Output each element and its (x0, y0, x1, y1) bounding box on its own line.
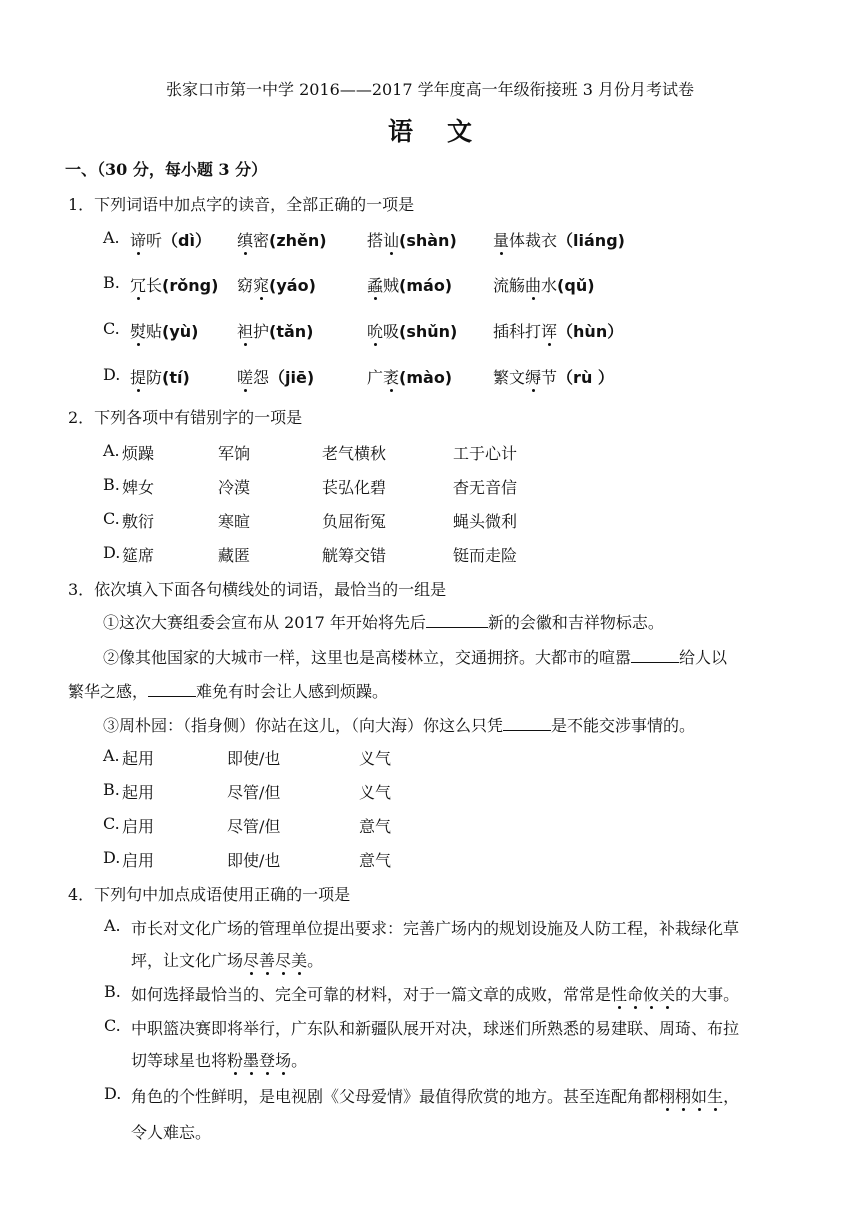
q1-word: 提防(tí) (130, 365, 190, 388)
q4-option-d-letter: D. (104, 1084, 122, 1103)
dotted-char: 生 (707, 1084, 723, 1107)
dotted-char: 袒 (237, 319, 253, 342)
dotted-char: 缛 (525, 365, 541, 388)
dotted-char: 命 (627, 982, 643, 1005)
q4-stem: 4．下列句中加点成语使用正确的一项是 (68, 885, 351, 904)
pinyin: （hùn） (557, 322, 624, 341)
q4-option-c-line2: 切等球星也将粉墨登场。 (131, 1048, 307, 1071)
q3-word: 意气 (359, 851, 392, 870)
q4-option-a-line2: 坪，让文化广场尽善尽美。 (131, 948, 323, 971)
blank-4 (503, 716, 551, 731)
q1-word: 冗长(rǒng) (130, 273, 218, 296)
dotted-char: 嗟 (237, 365, 253, 388)
q3-option-letter: A. (103, 746, 120, 765)
pinyin: (shàn) (399, 231, 457, 250)
q1-word: 量体裁衣（liáng) (493, 228, 625, 251)
dotted-char: 冗 (130, 273, 146, 296)
q2-word: 蝇头微利 (453, 512, 518, 531)
q2-option-letter: B. (103, 475, 120, 494)
dotted-char: 如 (691, 1084, 707, 1107)
blank-2 (631, 648, 679, 663)
dotted-char: 讪 (383, 228, 399, 251)
q4-option-b-letter: B. (104, 982, 121, 1001)
dotted-char: 吮 (367, 319, 383, 342)
dotted-char: 缜 (237, 228, 253, 251)
pinyin: （rù ） (557, 368, 614, 387)
q2-word: 铤而走险 (453, 546, 518, 565)
q1-word: 繁文缛节（rù ） (493, 365, 614, 388)
q1-word: 嗟怨（jiē) (237, 365, 314, 388)
q2-word: 负屈衔冤 (322, 512, 387, 531)
q4-option-a-letter: A. (104, 916, 121, 935)
q2-word: 寒暄 (218, 512, 251, 531)
q1-word: 窈窕(yáo) (237, 273, 316, 296)
q2-word: 冷漠 (218, 478, 251, 497)
dotted-char: 粉 (227, 1048, 243, 1071)
q4-option-c-letter: C. (104, 1016, 121, 1035)
pinyin: (tǎn) (269, 322, 314, 341)
pinyin: (qǔ) (557, 276, 595, 295)
q1-word: 缜密(zhěn) (237, 228, 327, 251)
q3-stem: 3．依次填入下面各句横线处的词语，最恰当的一组是 (68, 580, 447, 599)
q3-word: 启用 (122, 817, 155, 836)
dotted-char: 栩 (675, 1084, 691, 1107)
dotted-char: 曲 (525, 273, 541, 296)
q4-option-d-line1: 角色的个性鲜明，是电视剧《父母爱情》最值得欣赏的地方。甚至连配角都栩栩如生， (131, 1084, 739, 1107)
pinyin: （jiē) (269, 368, 315, 387)
dotted-char: 登 (259, 1048, 275, 1071)
q1-word: 流觞曲水(qǔ) (493, 273, 595, 296)
q1-option-letter: A. (103, 228, 120, 247)
pinyin: (mào) (399, 368, 453, 387)
q2-option-letter: C. (103, 509, 120, 528)
blank-1 (426, 613, 488, 628)
q1-word: 谛听（dì） (130, 228, 211, 251)
dotted-char: 墨 (243, 1048, 259, 1071)
q2-word: 敷衍 (122, 512, 155, 531)
dotted-char: 尽 (243, 948, 259, 971)
dotted-char: 袤 (383, 365, 399, 388)
q1-word: 广袤(mào) (367, 365, 452, 388)
dotted-char: 谛 (130, 228, 146, 251)
q3-option-letter: D. (103, 848, 121, 867)
pinyin: （dì） (162, 231, 211, 250)
q3-word: 即使/也 (227, 851, 281, 870)
q2-option-letter: D. (103, 543, 121, 562)
dotted-char: 提 (130, 365, 146, 388)
q2-word: 筵席 (122, 546, 155, 565)
pinyin: (shǔn) (399, 322, 458, 341)
dotted-char: 栩 (659, 1084, 675, 1107)
pinyin: （liáng) (557, 231, 625, 250)
pinyin: (yù) (162, 322, 199, 341)
exam-title: 张家口市第一中学 2016——2017 学年度高一年级衔接班 3 月份月考试卷 (166, 80, 694, 99)
pinyin: (yáo) (269, 276, 316, 295)
q2-word: 烦躁 (122, 444, 155, 463)
q3-word: 即使/也 (227, 749, 281, 768)
q2-word: 军饷 (218, 444, 251, 463)
q3-word: 义气 (359, 749, 392, 768)
subject-char-2: 文 (447, 117, 473, 146)
dotted-char: 诨 (541, 319, 557, 342)
q2-word: 苌弘化碧 (322, 478, 387, 497)
q3-word: 义气 (359, 783, 392, 802)
q1-word: 袒护(tǎn) (237, 319, 314, 342)
q1-stem: 1．下列词语中加点字的读音，全部正确的一项是 (68, 195, 415, 214)
pinyin: (zhěn) (269, 231, 327, 250)
dotted-char: 场 (275, 1048, 291, 1071)
q1-option-letter: B. (103, 273, 120, 292)
dotted-char: 关 (659, 982, 675, 1005)
pinyin: (tí) (162, 368, 190, 387)
q3-word: 起用 (122, 749, 155, 768)
subject-char-1: 语 (387, 117, 413, 146)
q1-word: 蟊贼(máo) (367, 273, 452, 296)
q3-sentence-3: ③周朴园：（指身侧）你站在这儿，（向大海）你这么只凭 是不能交涉事情的。 (103, 716, 696, 735)
pinyin: (rǒng) (162, 276, 219, 295)
q4-option-a-line1: 市长对文化广场的管理单位提出要求：完善广场内的规划设施及人防工程，补栽绿化草 (131, 919, 740, 938)
section-heading: 一、（30 分，每小题 3 分） (65, 160, 268, 179)
q2-word: 觥筹交错 (322, 546, 387, 565)
q1-option-letter: C. (103, 319, 120, 338)
q4-option-c-line1: 中职篮决赛即将举行，广东队和新疆队展开对决，球迷们所熟悉的易建联、周琦、布拉 (131, 1019, 740, 1038)
dotted-char: 性 (611, 982, 627, 1005)
q2-word: 婢女 (122, 478, 155, 497)
pinyin: (máo) (399, 276, 453, 295)
dotted-char: 蟊 (367, 273, 383, 296)
dotted-char: 尽 (275, 948, 291, 971)
q4-option-b-line: 如何选择最恰当的、完全可靠的材料，对于一篇文章的成败，常常是性命攸关的大事。 (131, 982, 739, 1005)
q1-word: 吮吸(shǔn) (367, 319, 457, 342)
q2-stem: 2．下列各项中有错别字的一项是 (68, 408, 303, 427)
blank-3 (148, 682, 196, 697)
q3-sentence-2: ②像其他国家的大城市一样，这里也是高楼林立，交通拥挤。大都市的喧嚣 给人以 (103, 648, 728, 667)
dotted-char: 量 (493, 228, 509, 251)
q1-option-letter: D. (103, 365, 121, 384)
q2-word: 工于心计 (453, 444, 518, 463)
q3-word: 意气 (359, 817, 392, 836)
dotted-char: 熨 (130, 319, 146, 342)
q3-word: 启用 (122, 851, 155, 870)
q2-word: 杳无音信 (453, 478, 518, 497)
q1-word: 搭讪(shàn) (367, 228, 457, 251)
dotted-char: 攸 (643, 982, 659, 1005)
q3-option-letter: C. (103, 814, 120, 833)
q3-word: 尽管/但 (227, 817, 281, 836)
q3-word: 起用 (122, 783, 155, 802)
q3-sentence-2-cont: 繁华之感， 难免有时会让人感到烦躁。 (68, 682, 389, 701)
q4-option-d-line2: 令人难忘。 (131, 1123, 212, 1142)
q2-word: 老气横秋 (322, 444, 387, 463)
dotted-char: 窕 (253, 273, 269, 296)
q3-option-letter: B. (103, 780, 120, 799)
q3-sentence-1: ①这次大赛组委会宣布从 2017 年开始将先后 新的会徽和吉祥物标志。 (103, 613, 664, 632)
dotted-char: 美 (291, 948, 307, 971)
q2-option-letter: A. (103, 441, 120, 460)
dotted-char: 善 (259, 948, 275, 971)
q1-word: 插科打诨（hùn） (493, 319, 623, 342)
q3-word: 尽管/但 (227, 783, 281, 802)
subject-title (0, 112, 860, 148)
q2-word: 藏匿 (218, 546, 251, 565)
q1-word: 熨贴(yù) (130, 319, 198, 342)
